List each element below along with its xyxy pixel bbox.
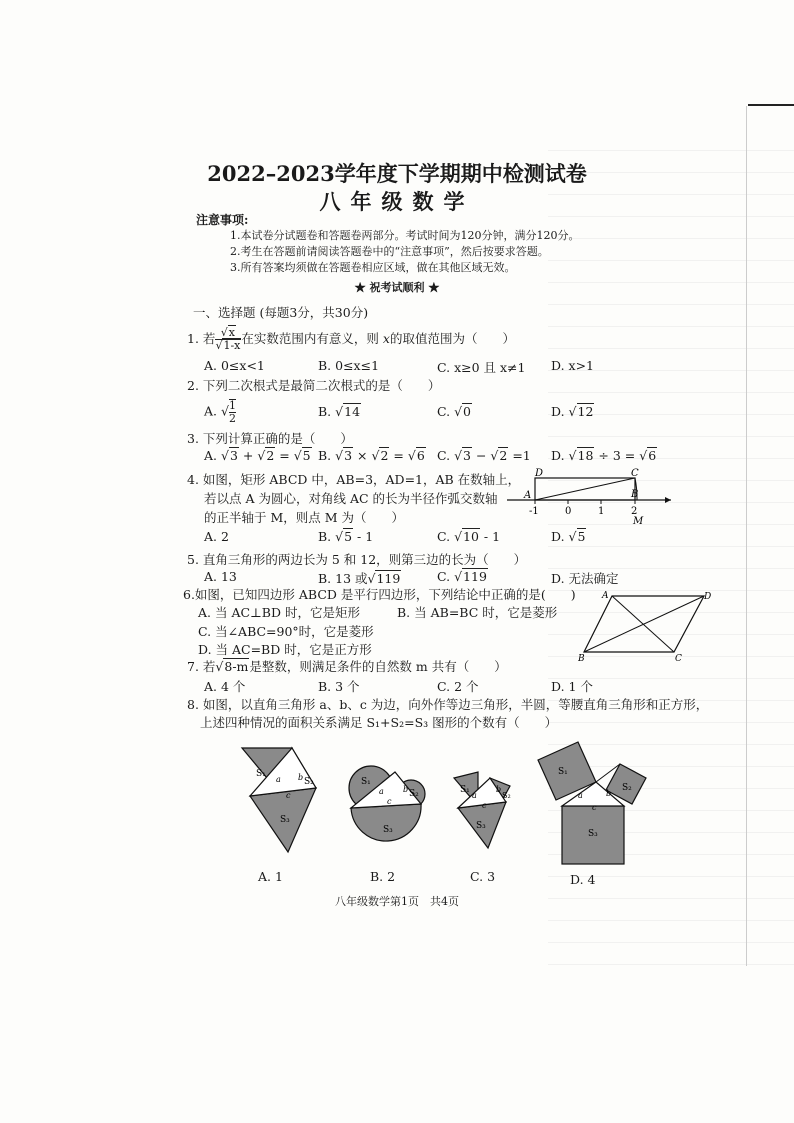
section-title: 一、选择题 (每题3分，共30分) xyxy=(193,305,369,320)
question-7: 7. 若√8-m是整数，则满足条件的自然数 m 共有（ ） xyxy=(187,659,507,674)
q1-option-c[interactable]: C. x≥0 且 x≠1 xyxy=(437,360,526,375)
q1-option-d[interactable]: D. x>1 xyxy=(551,358,594,373)
note-item: 1.本试卷分试题卷和答题卷两部分。考试时间为120分钟，满分120分。 xyxy=(230,229,580,242)
question-4-line1: 4. 如图，矩形 ABCD 中，AB=3，AD=1，AB 在数轴上， xyxy=(187,472,521,487)
label-s3: S₃ xyxy=(383,825,393,835)
q8-option-a[interactable]: A. 1 xyxy=(258,869,283,884)
q4-figure xyxy=(505,466,675,526)
q6-figure xyxy=(578,588,714,664)
q2-option-b[interactable]: B. √14 xyxy=(318,404,361,419)
q1-fraction: $\frac{√x}{√1-x}$ xyxy=(215,326,241,352)
semicircle-s3 xyxy=(351,804,421,841)
q4-option-a[interactable]: A. 2 xyxy=(204,529,229,544)
q2-option-d[interactable]: D. √12 xyxy=(551,404,594,419)
q2-option-c[interactable]: C. √0 xyxy=(437,404,471,419)
q4-option-b[interactable]: B. √5 - 1 xyxy=(318,529,374,544)
label-a: a xyxy=(379,787,384,796)
label-a: a xyxy=(276,775,281,784)
label-s1: S₁ xyxy=(460,785,470,795)
label-c: c xyxy=(286,791,291,800)
label-c: C xyxy=(675,654,682,664)
label-c: c xyxy=(387,797,392,806)
q3-option-c[interactable]: C. √3 − √2 =1 xyxy=(437,448,531,463)
label-s2: S₂ xyxy=(622,783,632,793)
q5-option-c[interactable]: C. √119 xyxy=(437,569,487,584)
q1-option-b[interactable]: B. 0≤x≤1 xyxy=(318,358,380,373)
question-8-line1: 8. 如图，以直角三角形 a、b、c 为边，向外作等边三角形，半圆，等腰直角三角形和正方形， xyxy=(187,697,709,712)
label-s2: S₂ xyxy=(409,789,419,799)
q7-option-b[interactable]: B. 3 个 xyxy=(318,679,360,694)
question-4-line3: 的正半轴于 M，则点 M 为（ ） xyxy=(204,510,405,525)
q8-figure-d xyxy=(534,738,664,868)
q6-option-b[interactable]: B. 当 AB=BC 时，它是菱形 xyxy=(397,605,558,620)
notes-heading: 注意事项: xyxy=(196,213,249,227)
label-s3: S₃ xyxy=(280,815,290,825)
label-c: C xyxy=(631,468,639,479)
q8-figure-c xyxy=(448,768,528,860)
label-b: B xyxy=(631,489,639,500)
question-2: 2. 下列二次根式是最简二次根式的是（ ） xyxy=(187,378,441,393)
label-m: M xyxy=(633,516,644,526)
q8-option-d[interactable]: D. 4 xyxy=(570,872,596,887)
label-a: a xyxy=(472,791,477,800)
q7-option-d[interactable]: D. 1 个 xyxy=(551,679,593,694)
label-s2: S₂ xyxy=(502,791,511,800)
q3-option-a[interactable]: A. √3 + √2 = √5 xyxy=(204,448,311,463)
q6-option-a[interactable]: A. 当 AC⊥BD 时，它是矩形 xyxy=(198,605,360,620)
q3-option-b[interactable]: B. √3 × √2 = √6 xyxy=(318,448,425,463)
page-footer: 八年级数学第1页 共4页 xyxy=(335,895,459,908)
q7-option-c[interactable]: C. 2 个 xyxy=(437,679,479,694)
diagonal-bd xyxy=(584,596,704,652)
q8-option-b[interactable]: B. 2 xyxy=(370,869,396,884)
label-s3: S₃ xyxy=(476,821,486,831)
label-a: a xyxy=(578,791,583,800)
label-s1: S₁ xyxy=(256,769,266,779)
page-edge-line xyxy=(748,104,794,106)
label-c: c xyxy=(482,801,487,810)
question-6: 6.如图，已知四边形 ABCD 是平行四边形，下列结论中正确的是( ) xyxy=(183,587,576,602)
q7-option-a[interactable]: A. 4 个 xyxy=(204,679,246,694)
motto: ★ 祝考试顺利 ★ xyxy=(354,281,440,294)
label-b: B xyxy=(578,654,585,664)
label-s1: S₁ xyxy=(558,767,568,777)
q8-option-c[interactable]: C. 3 xyxy=(470,869,496,884)
label-a: A xyxy=(602,591,609,601)
question-8-line2: 上述四种情况的面积关系满足 S₁+S₂=S₃ 图形的个数有（ ） xyxy=(200,715,558,730)
axis-arrow xyxy=(665,497,671,503)
note-item: 3.所有答案均须做在答题卷相应区域，做在其他区域无效。 xyxy=(230,261,516,274)
label-b: b xyxy=(496,785,502,794)
q6-option-c[interactable]: C. 当∠ABC=90°时，它是菱形 xyxy=(198,624,374,639)
exam-subtitle: 八年级数学 xyxy=(319,189,475,214)
q2-option-a[interactable]: A. √ $\frac{1}{2}$ xyxy=(204,399,236,425)
q8-figure-a xyxy=(236,742,332,860)
q4-option-c[interactable]: C. √10 - 1 xyxy=(437,529,501,544)
tick-label: 2 xyxy=(631,506,638,517)
tick-label: 1 xyxy=(598,506,605,517)
label-s2: S₂ xyxy=(304,777,314,787)
label-d: D xyxy=(704,592,712,602)
tick-label: -1 xyxy=(529,506,539,517)
label-d: D xyxy=(535,468,544,479)
label-b: b xyxy=(298,773,304,782)
label-s1: S₁ xyxy=(361,777,371,787)
question-1: 1. 若 $\frac{√x}{√1-x}$在实数范围内有意义，则 x的取值范围为（ ） xyxy=(187,326,515,352)
label-s3: S₃ xyxy=(588,829,598,839)
label-b: b xyxy=(606,789,612,798)
q5-option-a[interactable]: A. 13 xyxy=(204,569,237,584)
question-5: 5. 直角三角形的两边长为 5 和 12，则第三边的长为（ ） xyxy=(187,552,527,567)
label-b: b xyxy=(403,785,409,794)
q1-option-a[interactable]: A. 0≤x<1 xyxy=(204,358,265,373)
question-4-line2: 若以点 A 为圆心，对角线 AC 的长为半径作弧交数轴 xyxy=(204,491,498,506)
note-item: 2.考生在答题前请阅读答题卷中的“注意事项”，然后按要求答题。 xyxy=(230,245,549,258)
diagonal-ac xyxy=(535,478,635,500)
label-c: c xyxy=(592,803,597,812)
q5-option-b[interactable]: B. 13 或√119 xyxy=(318,571,401,586)
q6-option-d[interactable]: D. 当 AC=BD 时，它是正方形 xyxy=(198,642,372,657)
q5-option-d[interactable]: D. 无法确定 xyxy=(551,571,619,586)
q3-option-d[interactable]: D. √18 ÷ 3 = √6 xyxy=(551,448,657,463)
question-3: 3. 下列计算正确的是（ ） xyxy=(187,431,353,446)
tick-label: 0 xyxy=(565,506,572,517)
exam-title: 2022–2023学年度下学期期中检测试卷 xyxy=(207,161,587,186)
label-a: A xyxy=(524,490,532,501)
q8-figure-b xyxy=(345,760,435,860)
page-edge-vertical xyxy=(746,106,747,966)
q4-option-d[interactable]: D. √5 xyxy=(551,529,586,544)
